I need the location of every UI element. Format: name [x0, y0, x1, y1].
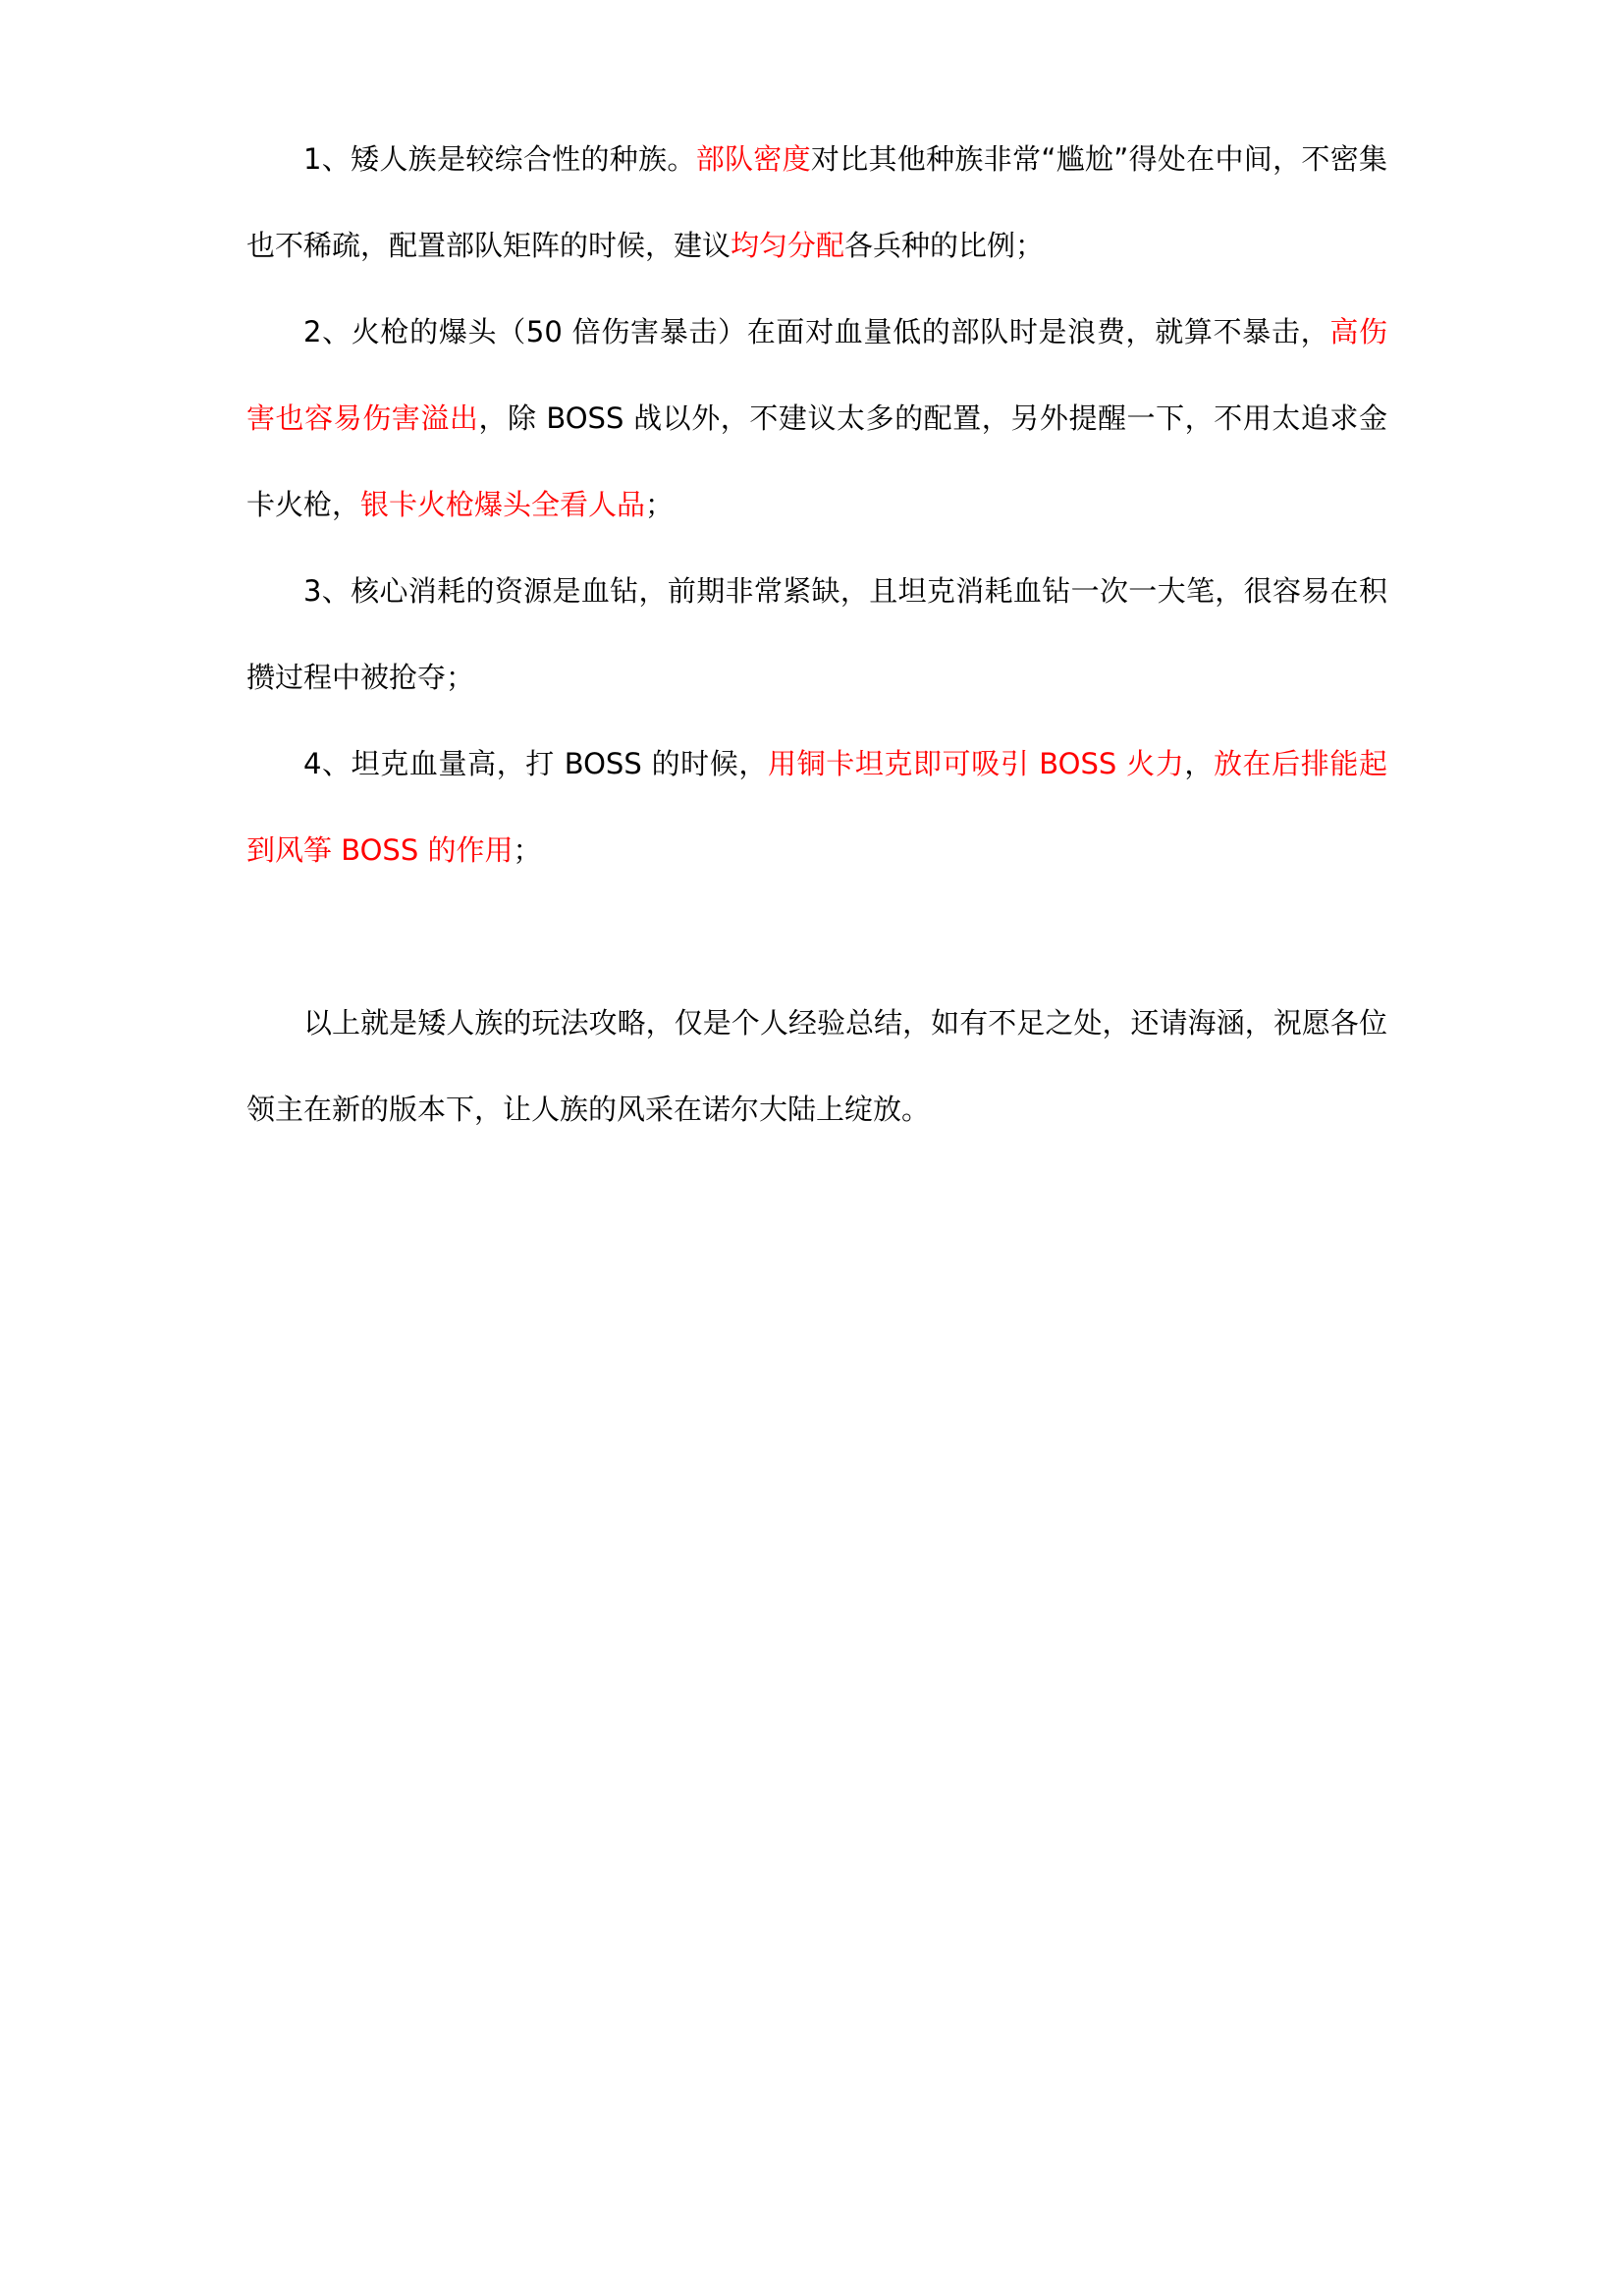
- highlight-damage-overflow: 高伤害也容易伤害溢出: [246, 315, 1387, 435]
- highlight-silver-card-luck: 银卡火枪爆头全看人品: [360, 488, 646, 521]
- text-segment: ；: [513, 833, 542, 867]
- highlight-bronze-tank: 用铜卡坦克即可吸引 BOSS 火力: [768, 747, 1185, 780]
- text-segment: ；: [645, 488, 675, 521]
- text-segment: 各兵种的比例；: [844, 229, 1045, 262]
- highlight-troop-density: 部队密度: [695, 142, 811, 176]
- text-segment: 以上就是矮人族的玩法攻略，仅是个人经验总结，如有不足之处，还请海涵，祝愿各位领主在新的版本下，让人族的风采在诺尔大陆上绽放。: [246, 1006, 1387, 1126]
- paragraph-dwarf-overview: [246, 116, 1387, 289]
- text-segment: 1、矮人族是较综合性的种族。: [303, 142, 696, 176]
- text-segment: 2、火枪的爆头（50 倍伤害暴击）在面对血量低的部队时是浪费，就算不暴击，: [303, 315, 1330, 348]
- highlight-kite-boss: 放在后排能起到风筝 BOSS 的作用: [246, 747, 1387, 867]
- paragraph-core-resource: [246, 548, 1387, 721]
- text-segment: 4、坦克血量高，打 BOSS 的时候，: [303, 747, 768, 780]
- text-segment: 3、核心消耗的资源是血钻，前期非常紧缺，且坦克消耗血钻一次一大笔，很容易在积攒过程中被抢夺；: [246, 574, 1387, 694]
- text-segment: 对比其他种族非常“尴尬”得处在中间，不密集也不稀疏，配置部队矩阵的时候，建议: [246, 142, 1387, 262]
- paragraph-conclusion: [246, 980, 1387, 1152]
- document-body: [246, 116, 1387, 1152]
- text-segment: ，: [1184, 747, 1214, 780]
- paragraph-tank-boss: [246, 721, 1387, 893]
- highlight-even-distribution: 均匀分配: [731, 229, 845, 262]
- text-segment: ，除 BOSS 战以外，不建议太多的配置，另外提醒一下，不用太追求金卡火枪，: [246, 401, 1387, 521]
- paragraph-musket-headshot: [246, 289, 1387, 548]
